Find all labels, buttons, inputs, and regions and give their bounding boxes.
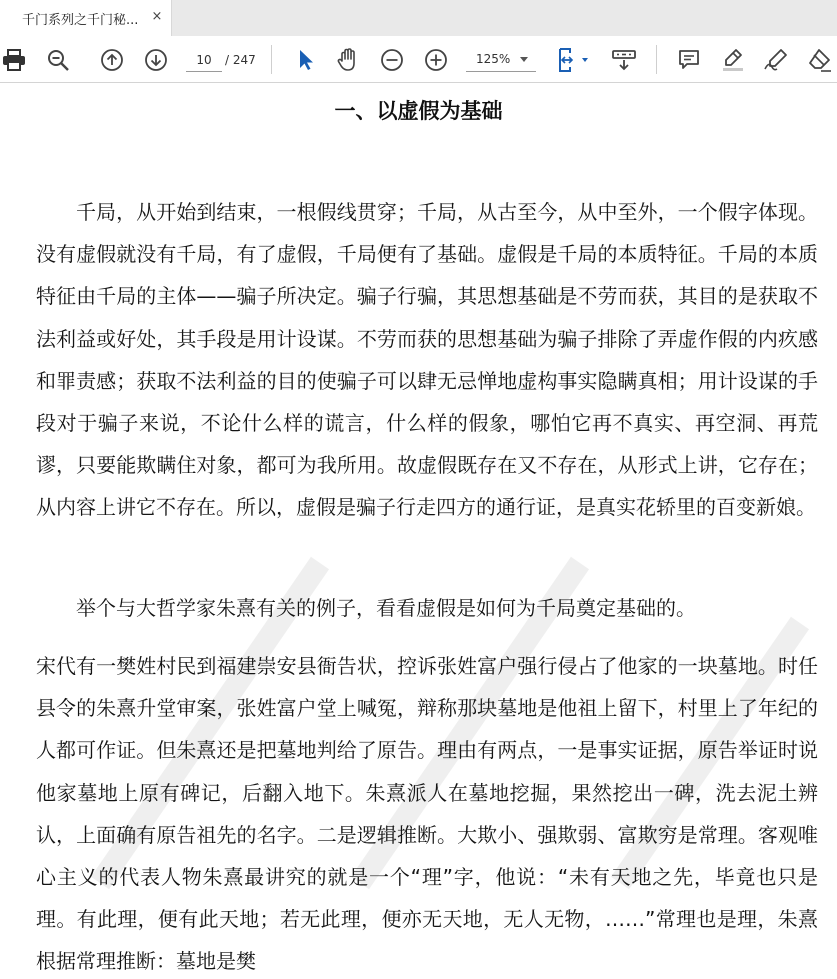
page-number-input[interactable] (186, 49, 222, 72)
paragraph-1: 千局，从开始到结束，一根假线贯穿；千局，从古至今，从中至外，一个假字体现。没有虚假就没有千局，有了虚假，千局便有了基础。虚假是千局的本质特征。千局的本质特征由千局的主体——骗子所决定。骗子行骗，其思想基础是不劳而获，其目的是获取不法利益或好处，其手段是用计设谋。不劳而获的思想基础为骗子排除了弄虚作假的内疚感和罪责感；获取不法利益的目的使骗子可以肆无忌惮地虚构事实隐瞒真相；用计设谋的手段对于骗子来说，不论什么样的谎言，什么样的假象，哪怕它再不真实、再空洞、再荒谬，只要能欺瞒住对象，都可为我所用。故虚假既存在又不存在，从形式上讲，它存在；从内容上讲它不存在。所以，虚假是骗子行走四方的通行证，是真实花轿里的百变新娘。 (36, 200, 818, 520)
page-title: 一、以虚假为基础 (334, 99, 503, 123)
paragraph-3: 宋代有一樊姓村民到福建崇安县衙告状，控诉张姓富户强行侵占了他家的一块墓地。时任县令的朱熹升堂审案，张姓富户堂上喊冤，辩称那块墓地是他祖上留下，村里上了年纪的人都可作证。但朱熹还是把墓地判给了原告。理由有两点，一是事实证据，原告举证时说他家墓地上原有碑记，后翻入地下。朱熹派人在墓地挖掘，果然挖出一碑，洗去泥土辨认，上面确有原告祖先的名字。二是逻辑推断。大欺小、强欺弱、富欺穷是常理。客观唯心主义的代表人物朱熹最讲究的就是一个“理”字，他说：“未有天地之先，毕竟也只是理。有此理，便有此天地；若无此理，便亦无天地，无人无物，……”常理也是理，朱熹根据常理推断：墓地是樊 (36, 654, 818, 974)
draw-icon[interactable] (762, 46, 790, 74)
zoom-plus-icon[interactable] (422, 46, 450, 74)
toolbar-divider (656, 45, 657, 74)
tab-strip (0, 0, 837, 36)
chevron-down-icon (520, 57, 528, 62)
read-aloud-icon[interactable] (610, 46, 638, 74)
fit-page-icon[interactable] (554, 46, 594, 74)
page-up-icon[interactable] (98, 46, 126, 74)
zoom-select[interactable] (466, 48, 536, 72)
document-viewport[interactable] (0, 83, 837, 979)
highlight-icon[interactable] (719, 46, 747, 74)
toolbar-divider (271, 45, 272, 74)
pdf-toolbar (0, 36, 837, 83)
print-icon[interactable] (0, 46, 28, 74)
comment-icon[interactable] (675, 46, 703, 74)
zoom-value: 125% (476, 52, 511, 66)
paragraph-2: 举个与大哲学家朱熹有关的例子，看看虚假是如何为千局奠定基础的。 (76, 596, 696, 620)
page-total: / 247 (225, 53, 256, 67)
hand-tool-icon[interactable] (334, 46, 362, 74)
page-down-icon[interactable] (142, 46, 170, 74)
document-tab[interactable] (0, 0, 172, 36)
select-cursor-icon[interactable] (291, 46, 319, 74)
tab-title: 千门系列之千门秘... (22, 12, 139, 28)
close-icon[interactable]: × (151, 9, 163, 24)
zoom-out-magnifier-icon[interactable] (44, 46, 72, 74)
erase-icon[interactable] (806, 46, 834, 74)
zoom-minus-icon[interactable] (378, 46, 406, 74)
